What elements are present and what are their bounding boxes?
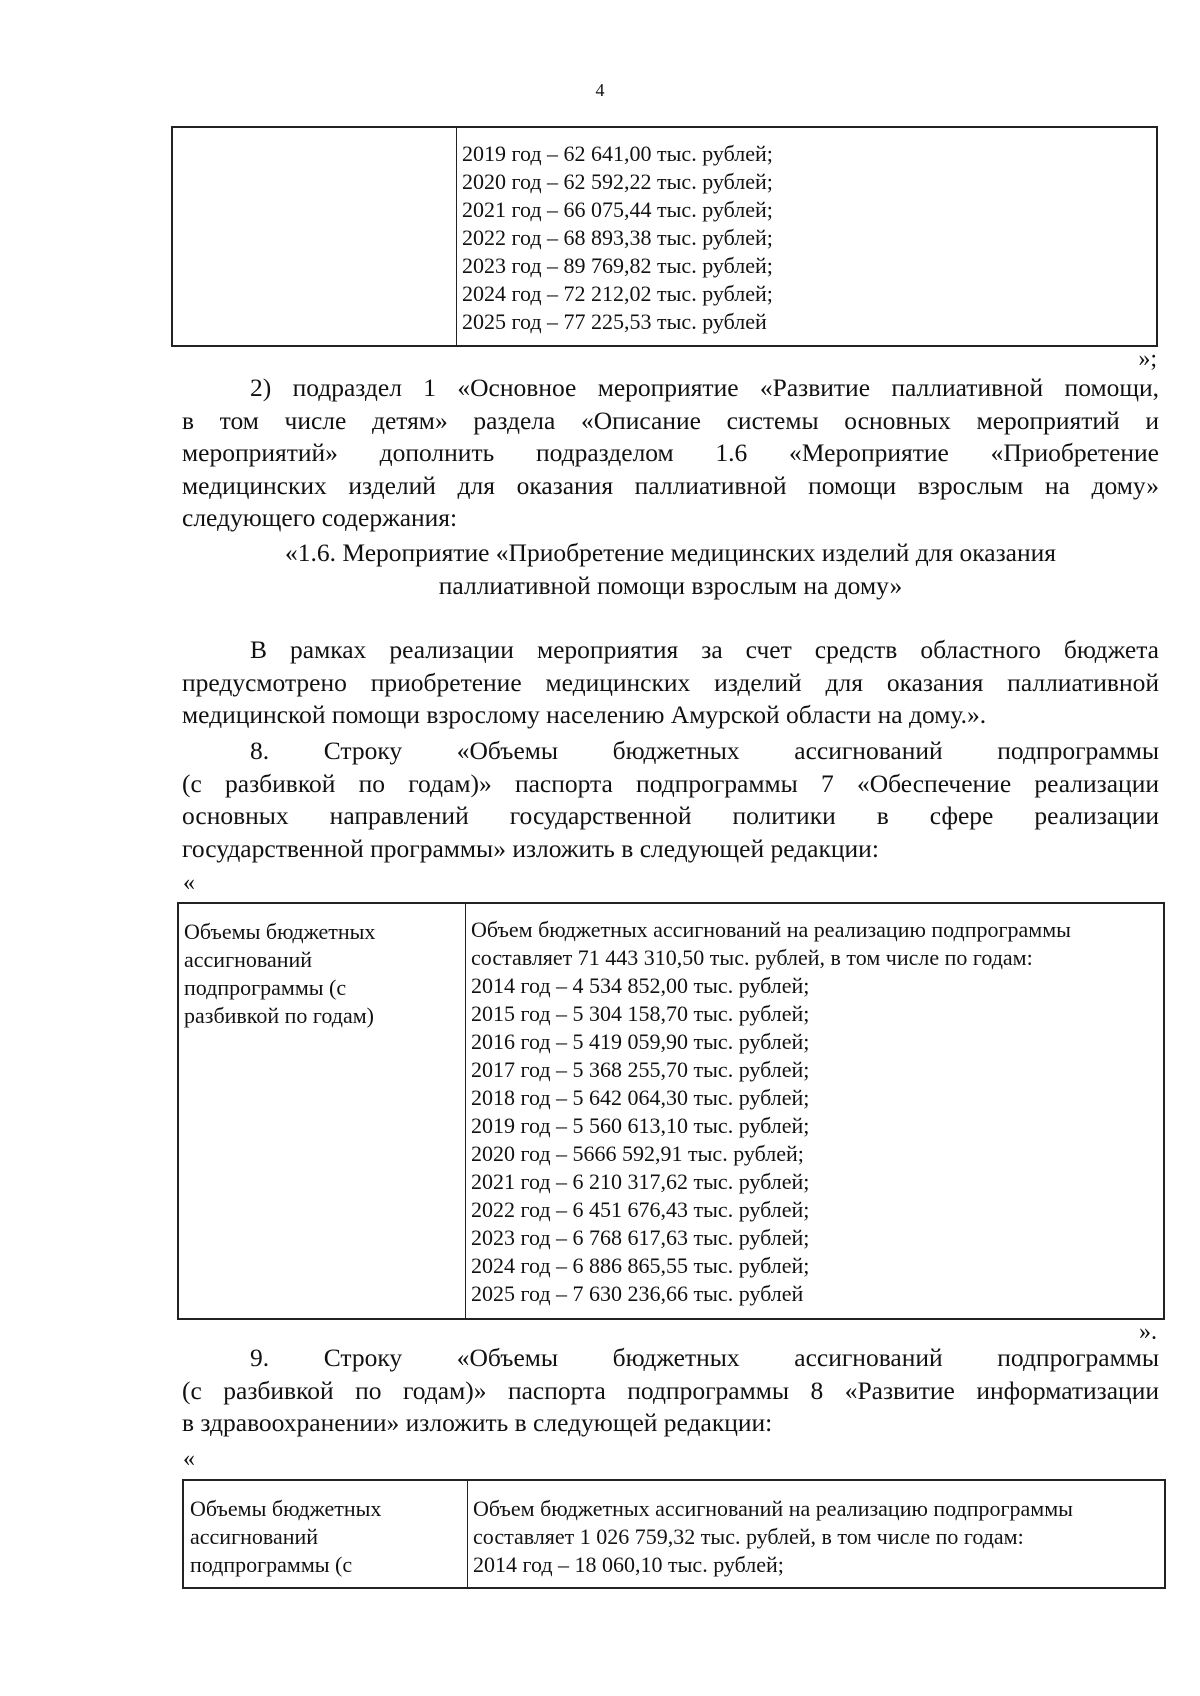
table1-year-line: 2024 год – 72 212,02 тыс. рублей; (462, 281, 773, 306)
paragraph-line: медицинской помощи взрослому населению Амурской области на дому.». (182, 700, 987, 729)
table1-year-line: 2023 год – 89 769,82 тыс. рублей; (462, 253, 773, 278)
table3-year-line: 2014 год – 18 060,10 тыс. рублей; (473, 1552, 784, 1577)
paragraph-line: 2) подраздел 1 «Основное мероприятие «Развитие паллиативной помощи, (250, 373, 1159, 402)
paragraph-line: (с разбивкой по годам)» паспорта подпрограммы 7 «Обеспечение реализации (182, 768, 1159, 798)
paragraph-line: В рамках реализации мероприятия за счет средств областного бюджета (250, 635, 1159, 664)
table1-year-line: 2021 год – 66 075,44 тыс. рублей; (462, 197, 773, 222)
table2-opening-quote: « (183, 870, 195, 896)
section-heading-1-6 (182, 537, 1159, 602)
table2-label-line: разбивкой по годам) (184, 1003, 374, 1028)
table1-year-line: 2020 год – 62 592,22 тыс. рублей; (462, 169, 773, 194)
table3-summary-line: составляет 1 026 759,32 тыс. рублей, в том числе по годам: (473, 1524, 1024, 1549)
table2-label-line: Объемы бюджетных (184, 919, 376, 944)
table2-year-line: 2024 год – 6 886 865,55 тыс. рублей; (471, 1253, 810, 1278)
paragraph-line: предусмотрено приобретение медицинских изделий для оказания паллиативной (182, 667, 1159, 697)
table1-year-line: 2019 год – 62 641,00 тыс. рублей; (462, 141, 773, 166)
table2-year-line: 2025 год – 7 630 236,66 тыс. рублей (471, 1281, 804, 1306)
paragraph-line: в том числе детям» раздела «Описание системы основных мероприятий и (182, 405, 1159, 435)
table1-year-line: 2022 год – 68 893,38 тыс. рублей; (462, 225, 773, 250)
table-budget-continuation (171, 126, 1158, 347)
table3-value-cell (468, 1480, 1166, 1588)
paragraph-line: основных направлений государственной политики в сфере реализации (182, 801, 1159, 830)
table3-label-line: подпрограммы (с (190, 1552, 353, 1577)
paragraph-item-2 (182, 372, 1159, 535)
paragraph-line: мероприятий» дополнить подразделом 1.6 «Мероприятие «Приобретение (182, 438, 1159, 467)
table-subprogram-7-budget (177, 902, 1165, 1320)
paragraph-item-8 (182, 735, 1159, 865)
table2-year-line: 2019 год – 5 560 613,10 тыс. рублей; (471, 1113, 810, 1138)
paragraph-budget (182, 634, 1159, 732)
paragraph-line: государственной программы» изложить в следующей редакции: (182, 833, 879, 863)
paragraph-line: в здравоохранении» изложить в следующей редакции: (182, 1408, 773, 1437)
table2-year-line: 2022 год – 6 451 676,43 тыс. рублей; (471, 1197, 810, 1222)
heading-line: «1.6. Мероприятие «Приобретение медицинских изделий для оказания (285, 538, 1056, 567)
table2-summary-line: составляет 71 443 310,50 тыс. рублей, в том числе по годам: (471, 945, 1033, 970)
paragraph-line: 8. Строку «Объемы бюджетных ассигнований подпрограммы (250, 736, 1159, 765)
table3-label-line: Объемы бюджетных (190, 1496, 382, 1521)
paragraph-item-9 (182, 1342, 1159, 1440)
table2-label-line: подпрограммы (с (184, 975, 347, 1000)
table3-summary-line: Объем бюджетных ассигнований на реализацию подпрограммы (473, 1496, 1073, 1521)
paragraph-line: (с разбивкой по годам)» паспорта подпрограммы 8 «Развитие информатизации (182, 1375, 1159, 1405)
table2-year-line: 2014 год – 4 534 852,00 тыс. рублей; (471, 973, 810, 998)
table1-left-cell (172, 127, 457, 346)
table2-year-line: 2015 год – 5 304 158,70 тыс. рублей; (471, 1001, 810, 1026)
table2-year-line: 2023 год – 6 768 617,63 тыс. рублей; (471, 1225, 810, 1250)
table2-label-cell (178, 903, 466, 1319)
table1-right-cell (457, 127, 1158, 346)
table3-label-cell (183, 1480, 468, 1588)
table2-value-cell (466, 903, 1165, 1319)
table2-year-line: 2016 год – 5 419 059,90 тыс. рублей; (471, 1029, 810, 1054)
table2-year-line: 2021 год – 6 210 317,62 тыс. рублей; (471, 1169, 810, 1194)
table2-summary-line: Объем бюджетных ассигнований на реализацию подпрограммы (471, 917, 1071, 942)
paragraph-line: медицинских изделий для оказания паллиативной помощи взрослым на дому» (182, 470, 1159, 500)
paragraph-line: следующего содержания: (182, 503, 458, 532)
table3-label-line: ассигнований (190, 1524, 319, 1549)
table2-closing-quote: ». (1139, 1319, 1157, 1345)
table2-year-line: 2018 год – 5 642 064,30 тыс. рублей; (471, 1085, 810, 1110)
table2-label-line: ассигнований (184, 947, 313, 972)
table-subprogram-8-budget (182, 1479, 1166, 1589)
heading-line: паллиативной помощи взрослым на дому» (438, 570, 903, 600)
table3-opening-quote: « (183, 1446, 195, 1472)
page-number: 4 (595, 80, 605, 100)
paragraph-line: 9. Строку «Объемы бюджетных ассигнований подпрограммы (250, 1343, 1159, 1372)
table1-year-line: 2025 год – 77 225,53 тыс. рублей (462, 309, 767, 334)
table2-year-line: 2020 год – 5666 592,91 тыс. рублей; (471, 1141, 804, 1166)
table1-closing-quote: »; (1138, 346, 1157, 372)
table2-year-line: 2017 год – 5 368 255,70 тыс. рублей; (471, 1057, 810, 1082)
